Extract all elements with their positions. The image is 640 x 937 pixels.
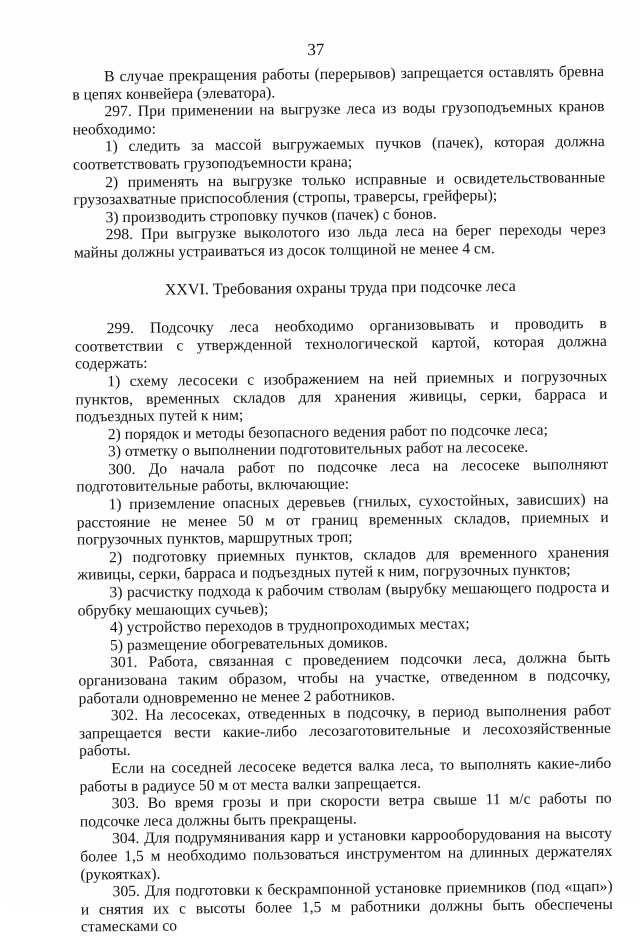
paragraph: 305. Для подготовки к бескрампонной установке приемников (под «щап») и снятия их с высоты более 1,5 м работники должны быть обеспечены стамесками со — [80, 878, 613, 936]
paragraph: 2) подготовку приемных пунктов, складов для временного хранения живицы, серки, барраса и подъездных путей к ним, погрузочных пунктов; — [77, 543, 610, 584]
paragraph: 2) применять на выгрузке только исправные и освидетельствованные грузозахватные приспособления (стропы, траверсы, грейферы); — [73, 168, 606, 209]
paragraph: 297. При применении на выгрузке леса из воды грузоподъемных кранов необходимо: — [72, 98, 605, 139]
paragraph: 2) порядок и методы безопасного ведения работ по подсочке леса; — [107, 421, 548, 443]
paragraph: 5) размещение обогревательных домиков. — [109, 634, 388, 655]
paragraph: 3) расчистку подхода к рабочим стволам (вырубку мешающего подроста и обрубку мешающих сучьев); — [77, 579, 610, 620]
paragraph: 301. Работа, связанная с проведением подсочки леса, должна быть организована таким образом, чтобы на участке, отведенном в подсочку, работали одновременно не менее 2 работников. — [78, 649, 611, 708]
paragraph: 304. Для подрумянивания карр и установки каррооборудования на высоту более 1,5 м необходимо пользоваться инструментом на длинных держателях (рукоятках). — [80, 825, 613, 884]
paragraph: 300. До начала работ по подсочке леса на лесосеке выполняют подготовительные работы, включающие: — [76, 455, 609, 497]
paragraph: Если на соседней лесосеке ведется валка леса, то выполнять какие-либо работы в радиусе 50 м от места валки запрещается. — [79, 754, 612, 796]
paragraph: 3) производить строповку пучков (пачек) с бонов. — [105, 205, 437, 226]
paragraph: 302. На лесосеках, отведенных в подсочку, в период выполнения работ запрещается вести какие-либо лесозаготовительные и лесохозяйственные работы. — [78, 702, 612, 760]
paragraph: 1) схему лесосеки с изображением на ней приемных и погрузочных пунктов, временных складов для хранения живицы, серки, барраса и подъездных путей к ним; — [75, 367, 608, 426]
paragraph: 299. Подсочку леса необходимо организовывать и проводить в соответствии с утвержденной технологической картой, которая должна содержать: — [74, 315, 607, 373]
document-body — [72, 63, 613, 936]
paragraph: 3) отметку о выполнении подготовительных работ на лесосеке. — [107, 439, 529, 461]
paragraph: 298. При выгрузке выколотого изо льда леса на берег переходы через майны должны устраиваться из досок толщиной не менее 4 см. — [73, 221, 606, 262]
paragraph: 1) приземление опасных деревьев (гнилых, сухостойных, зависших) на расстояние не менее 50 м от границ временных складов, приемных и погрузочных пунктов, маршрутных троп; — [76, 491, 609, 549]
paragraph: 1) следить за массой выгружаемых пучков (пачек), которая должна соответствовать грузоподъемности крана; — [72, 133, 605, 174]
page-number: 37 — [307, 39, 325, 60]
paragraph: В случае прекращения работы (перерывов) запрещается оставлять бревна в цепях конвейера (элеватора). — [72, 63, 605, 104]
paragraph: 4) устройство переходов в труднопроходимых местах; — [109, 615, 470, 637]
section-heading: XXVI. Требования охраны труда при подсочке леса — [164, 277, 516, 299]
paragraph: 303. Во время грозы и при скорости ветра свыше 11 м/с работы по подсочке леса должны быть прекращены. — [79, 790, 612, 831]
